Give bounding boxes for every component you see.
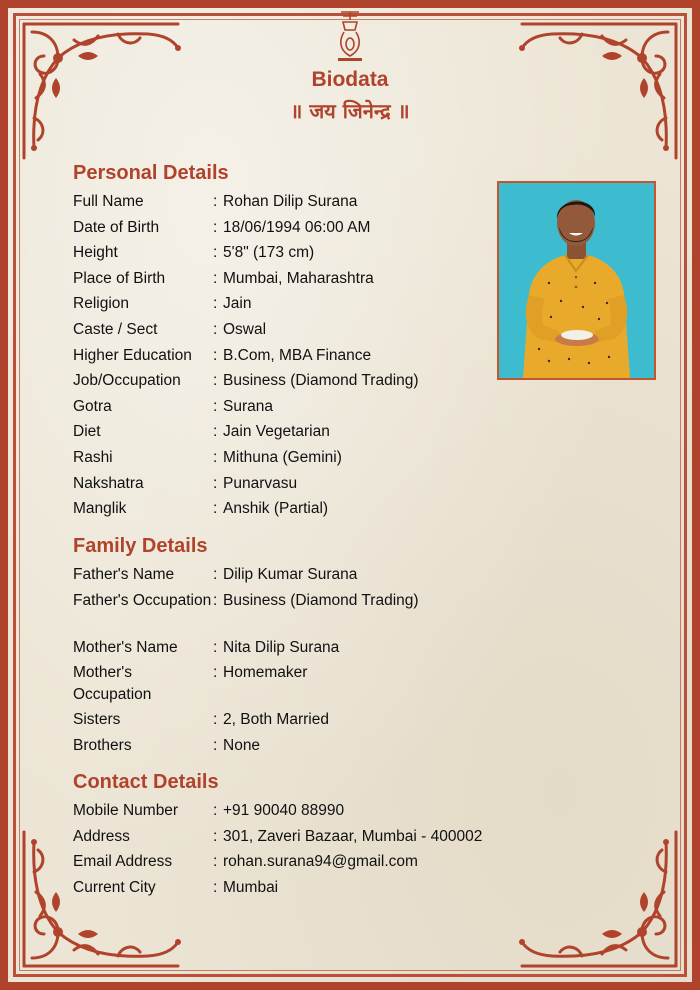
row-label: Email Address: [73, 853, 173, 871]
row-value: None: [223, 736, 261, 754]
list-item: [73, 191, 419, 217]
row-value: Oswal: [223, 320, 267, 338]
row-separator: :: [213, 372, 218, 390]
row-separator: :: [213, 269, 218, 287]
row-value: Homemaker: [223, 664, 308, 682]
row-label: Nakshatra: [73, 474, 144, 492]
row-separator: :: [213, 448, 218, 466]
family-details-list: [73, 564, 419, 760]
row-value: 18/06/1994 06:00 AM: [223, 218, 371, 236]
row-separator: :: [213, 295, 218, 313]
row-separator: :: [213, 346, 218, 364]
list-item: [73, 242, 419, 268]
row-separator: :: [213, 397, 218, 415]
list-item: [73, 662, 419, 709]
list-item: [73, 217, 419, 243]
section-title-contact: Contact Details: [73, 771, 219, 793]
row-label: Height: [73, 244, 118, 262]
row-value: rohan.surana94@gmail.com: [223, 853, 418, 871]
row-separator: :: [213, 244, 218, 262]
list-item: [73, 877, 482, 903]
row-value: Mumbai, Maharashtra: [223, 269, 374, 287]
list-item: [73, 293, 419, 319]
list-item: [73, 709, 419, 735]
row-value: Jain Vegetarian: [223, 423, 330, 441]
row-label: Gotra: [73, 397, 112, 415]
row-label: Manglik: [73, 500, 127, 518]
row-separator: :: [213, 591, 218, 609]
row-label: Higher Education: [73, 346, 192, 364]
row-value: B.Com, MBA Finance: [223, 346, 372, 364]
row-separator: :: [213, 878, 218, 896]
row-label: Rashi: [73, 448, 113, 466]
jain-emblem-icon: [331, 6, 369, 66]
row-separator: :: [213, 193, 218, 210]
row-value: Mumbai: [223, 878, 279, 896]
contact-details-list: [73, 800, 482, 902]
row-value: Rohan Dilip Surana: [223, 193, 358, 210]
row-label: Mother's Name: [73, 638, 178, 656]
list-item: [73, 637, 419, 663]
list-item: [73, 345, 419, 371]
row-label: Current City: [73, 878, 156, 896]
list-item: [73, 473, 419, 499]
list-item: [73, 447, 419, 473]
row-label: Place of Birth: [73, 269, 166, 287]
list-item: [73, 800, 482, 826]
corner-ornament-icon: [512, 822, 682, 972]
row-separator: :: [213, 218, 218, 236]
list-item: [73, 851, 482, 877]
row-label: Address: [73, 827, 130, 845]
row-value: Nita Dilip Surana: [223, 638, 340, 656]
list-item: [73, 370, 419, 396]
row-value: 5'8" (173 cm): [223, 244, 315, 262]
row-value: Surana: [223, 397, 273, 415]
section-title-personal: Personal Details: [73, 162, 229, 184]
row-value: Anshik (Partial): [223, 500, 329, 518]
profile-photo: [497, 181, 656, 380]
row-value: Mithuna (Gemini): [223, 448, 342, 466]
list-item: [73, 590, 419, 637]
page-subtitle: ॥ जय जिनेन्द्र ॥: [290, 99, 410, 123]
row-separator: :: [213, 711, 218, 729]
row-label: Religion: [73, 295, 130, 313]
row-label: Brothers: [73, 736, 132, 754]
row-label: Mother's Occupation: [73, 664, 152, 703]
row-value: Business (Diamond Trading): [223, 591, 419, 609]
row-label: Job/Occupation: [73, 372, 181, 390]
row-label: Full Name: [73, 193, 144, 210]
list-item: [73, 319, 419, 345]
list-item: [73, 396, 419, 422]
row-value: Punarvasu: [223, 474, 298, 492]
row-value: Business (Diamond Trading): [223, 372, 419, 390]
list-item: [73, 421, 419, 447]
person-portrait-icon: [499, 183, 654, 378]
row-separator: :: [213, 638, 218, 656]
row-separator: :: [213, 664, 218, 682]
row-label: Date of Birth: [73, 218, 160, 236]
list-item: [73, 826, 482, 852]
list-item: [73, 735, 419, 761]
row-label: Caste / Sect: [73, 320, 158, 338]
row-separator: :: [213, 474, 218, 492]
personal-details-list: [73, 191, 419, 524]
row-label: Father's Occupation: [73, 591, 212, 609]
corner-ornament-icon: [18, 18, 188, 168]
row-value: 301, Zaveri Bazaar, Mumbai - 400002: [223, 827, 483, 845]
row-separator: :: [213, 736, 218, 754]
row-label: Mobile Number: [73, 802, 179, 819]
row-separator: :: [213, 827, 218, 845]
row-label: Father's Name: [73, 566, 175, 583]
row-value: 2, Both Married: [223, 711, 329, 729]
row-separator: :: [213, 853, 218, 871]
list-item: [73, 498, 419, 524]
row-value: +91 90040 88990: [223, 802, 345, 819]
row-separator: :: [213, 802, 218, 819]
row-separator: :: [213, 423, 218, 441]
row-value: Jain: [223, 295, 252, 313]
corner-ornament-icon: [512, 18, 682, 168]
row-label: Diet: [73, 423, 101, 441]
row-separator: :: [213, 566, 218, 583]
row-value: Dilip Kumar Surana: [223, 566, 358, 583]
page-title: Biodata: [311, 68, 389, 91]
list-item: [73, 268, 419, 294]
list-item: [73, 564, 419, 590]
section-title-family: Family Details: [73, 535, 208, 557]
row-label: Sisters: [73, 711, 121, 729]
row-separator: :: [213, 500, 218, 518]
row-separator: :: [213, 320, 218, 338]
